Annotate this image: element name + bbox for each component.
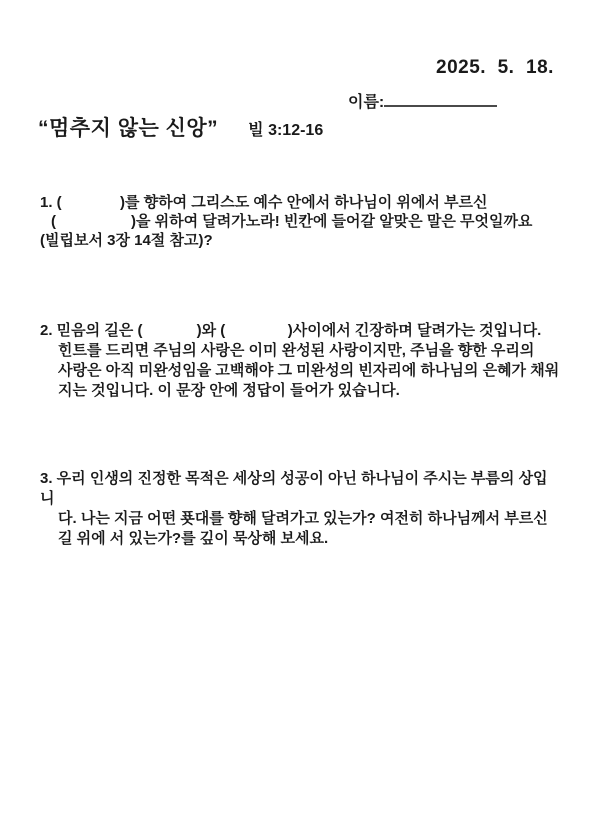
question-2-line-1: 2. 믿음의 길은 ( )와 ( )사이에서 긴장하며 달려가는 것입니다. [40,322,542,339]
question-3-line-1: 3. 우리 인생의 진정한 목적은 세상의 성공이 아닌 하나님이 주시는 부름의 상입니 [40,470,548,507]
question-2-line-3: 사랑은 아직 미완성임을 고백해야 그 미완성의 빈자리에 하나님의 은혜가 채워 [58,362,560,379]
question-2-line-4: 지는 것입니다. 이 문장 안에 정답이 들어가 있습니다. [58,382,400,399]
question-1-line-3: (빌립보서 3장 14절 참고)? [40,232,213,249]
name-label: 이름: [348,94,385,111]
question-3 [40,469,560,549]
question-1-line-1: 1. ( )를 향하여 그리스도 예수 안에서 하나님이 위에서 부르신 [40,194,488,211]
question-1 [40,193,560,250]
question-3-line-3: 길 위에 서 있는가?를 깊이 묵상해 보세요. [58,530,329,547]
document-date: 2025. 5. 18. [436,57,554,78]
scripture-reference: 빌 3:12-16 [248,122,324,139]
name-line [348,89,497,112]
question-3-line-2: 다. 나는 지금 어떤 푯대를 향해 달려가고 있는가? 여전히 하나님께서 부르신 [58,510,548,527]
question-2-line-2: 힌트를 드리면 주님의 사랑은 이미 완성된 사랑이지만, 주님을 향한 우리의 [58,342,535,359]
document-title: “멈추지 않는 신앙” [38,117,219,140]
name-blank-line [384,90,497,107]
title-line [38,112,323,142]
question-2 [40,321,560,401]
question-1-line-2: ( )을 위하여 달려가노라! 빈칸에 들어갈 알맞은 말은 무엇일까요 [51,213,533,230]
